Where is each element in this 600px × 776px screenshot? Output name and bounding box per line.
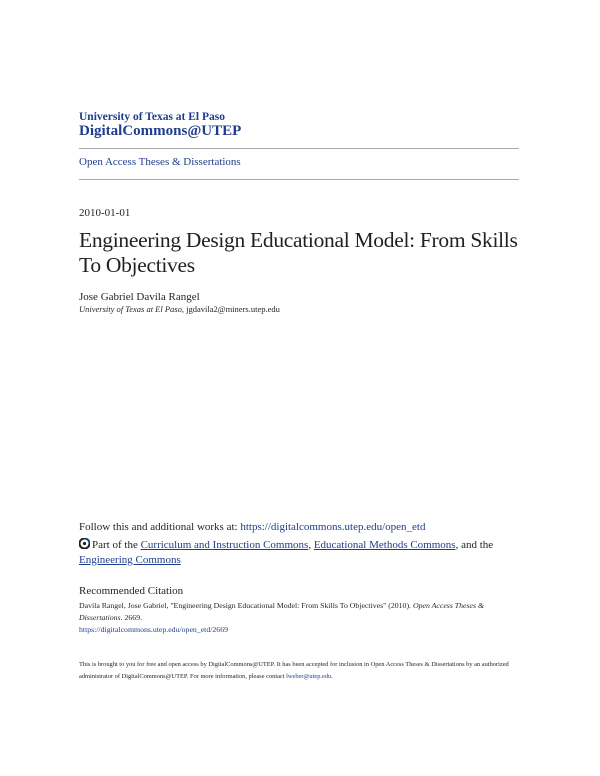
notice-text: This is brought to you for free and open access by DigitalCommons@UTEP. It has been accepted for inclusion in Open Access Theses & Dissertations by an authorized administrator of DigitalCommons@UTEP. For more information, please contact [79,661,509,680]
author-email: , jgdavila2@miners.utep.edu [181,304,280,314]
engineering-commons-link[interactable]: Engineering Commons [79,554,181,566]
part-of-mid: , and the [455,539,494,551]
part-of-disciplines [79,538,519,568]
institution-name[interactable]: University of Texas at El Paso [79,111,225,123]
citation-line: Davila Rangel, Jose Gabriel, "Engineering Design Educational Model: From Skills To Objectives" (2010). [79,601,413,610]
affiliation-name: University of Texas at El Paso [79,304,182,314]
header-rule-top [79,148,519,149]
collection-url-link[interactable]: https://digitalcommons.utep.edu/open_etd [240,521,426,533]
follow-line [79,521,425,533]
repository-name[interactable]: DigitalCommons@UTEP [79,123,242,139]
recommended-citation-heading: Recommended Citation [79,585,184,597]
part-of-prefix: Part of the [92,539,141,551]
educational-methods-commons-link[interactable]: Educational Methods Commons [313,539,456,551]
author-affiliation [79,304,280,314]
open-access-icon [79,538,90,549]
collection-link[interactable]: Open Access Theses & Dissertations [79,156,241,168]
author-name: Jose Gabriel Davila Rangel [79,291,200,303]
publication-date: 2010-01-01 [79,207,131,219]
citation-number: . 2669. [120,613,143,622]
citation-url-link[interactable]: https://digitalcommons.utep.edu/open_etd/2669 [79,625,228,634]
follow-text: Follow this and additional works at: [79,521,241,533]
document-title: Engineering Design Educational Model: From Skills To Objectives [79,228,518,277]
part-of-separator: , [308,539,314,551]
access-notice [79,659,524,683]
citation-series: Open Access Theses & Dissertations [79,601,485,622]
curriculum-commons-link[interactable]: Curriculum and Instruction Commons [140,539,309,551]
contact-email-link[interactable]: lweber@utep.edu [286,673,332,680]
citation-text [79,600,519,636]
header-rule-bottom [79,179,519,180]
notice-end: . [331,673,333,680]
